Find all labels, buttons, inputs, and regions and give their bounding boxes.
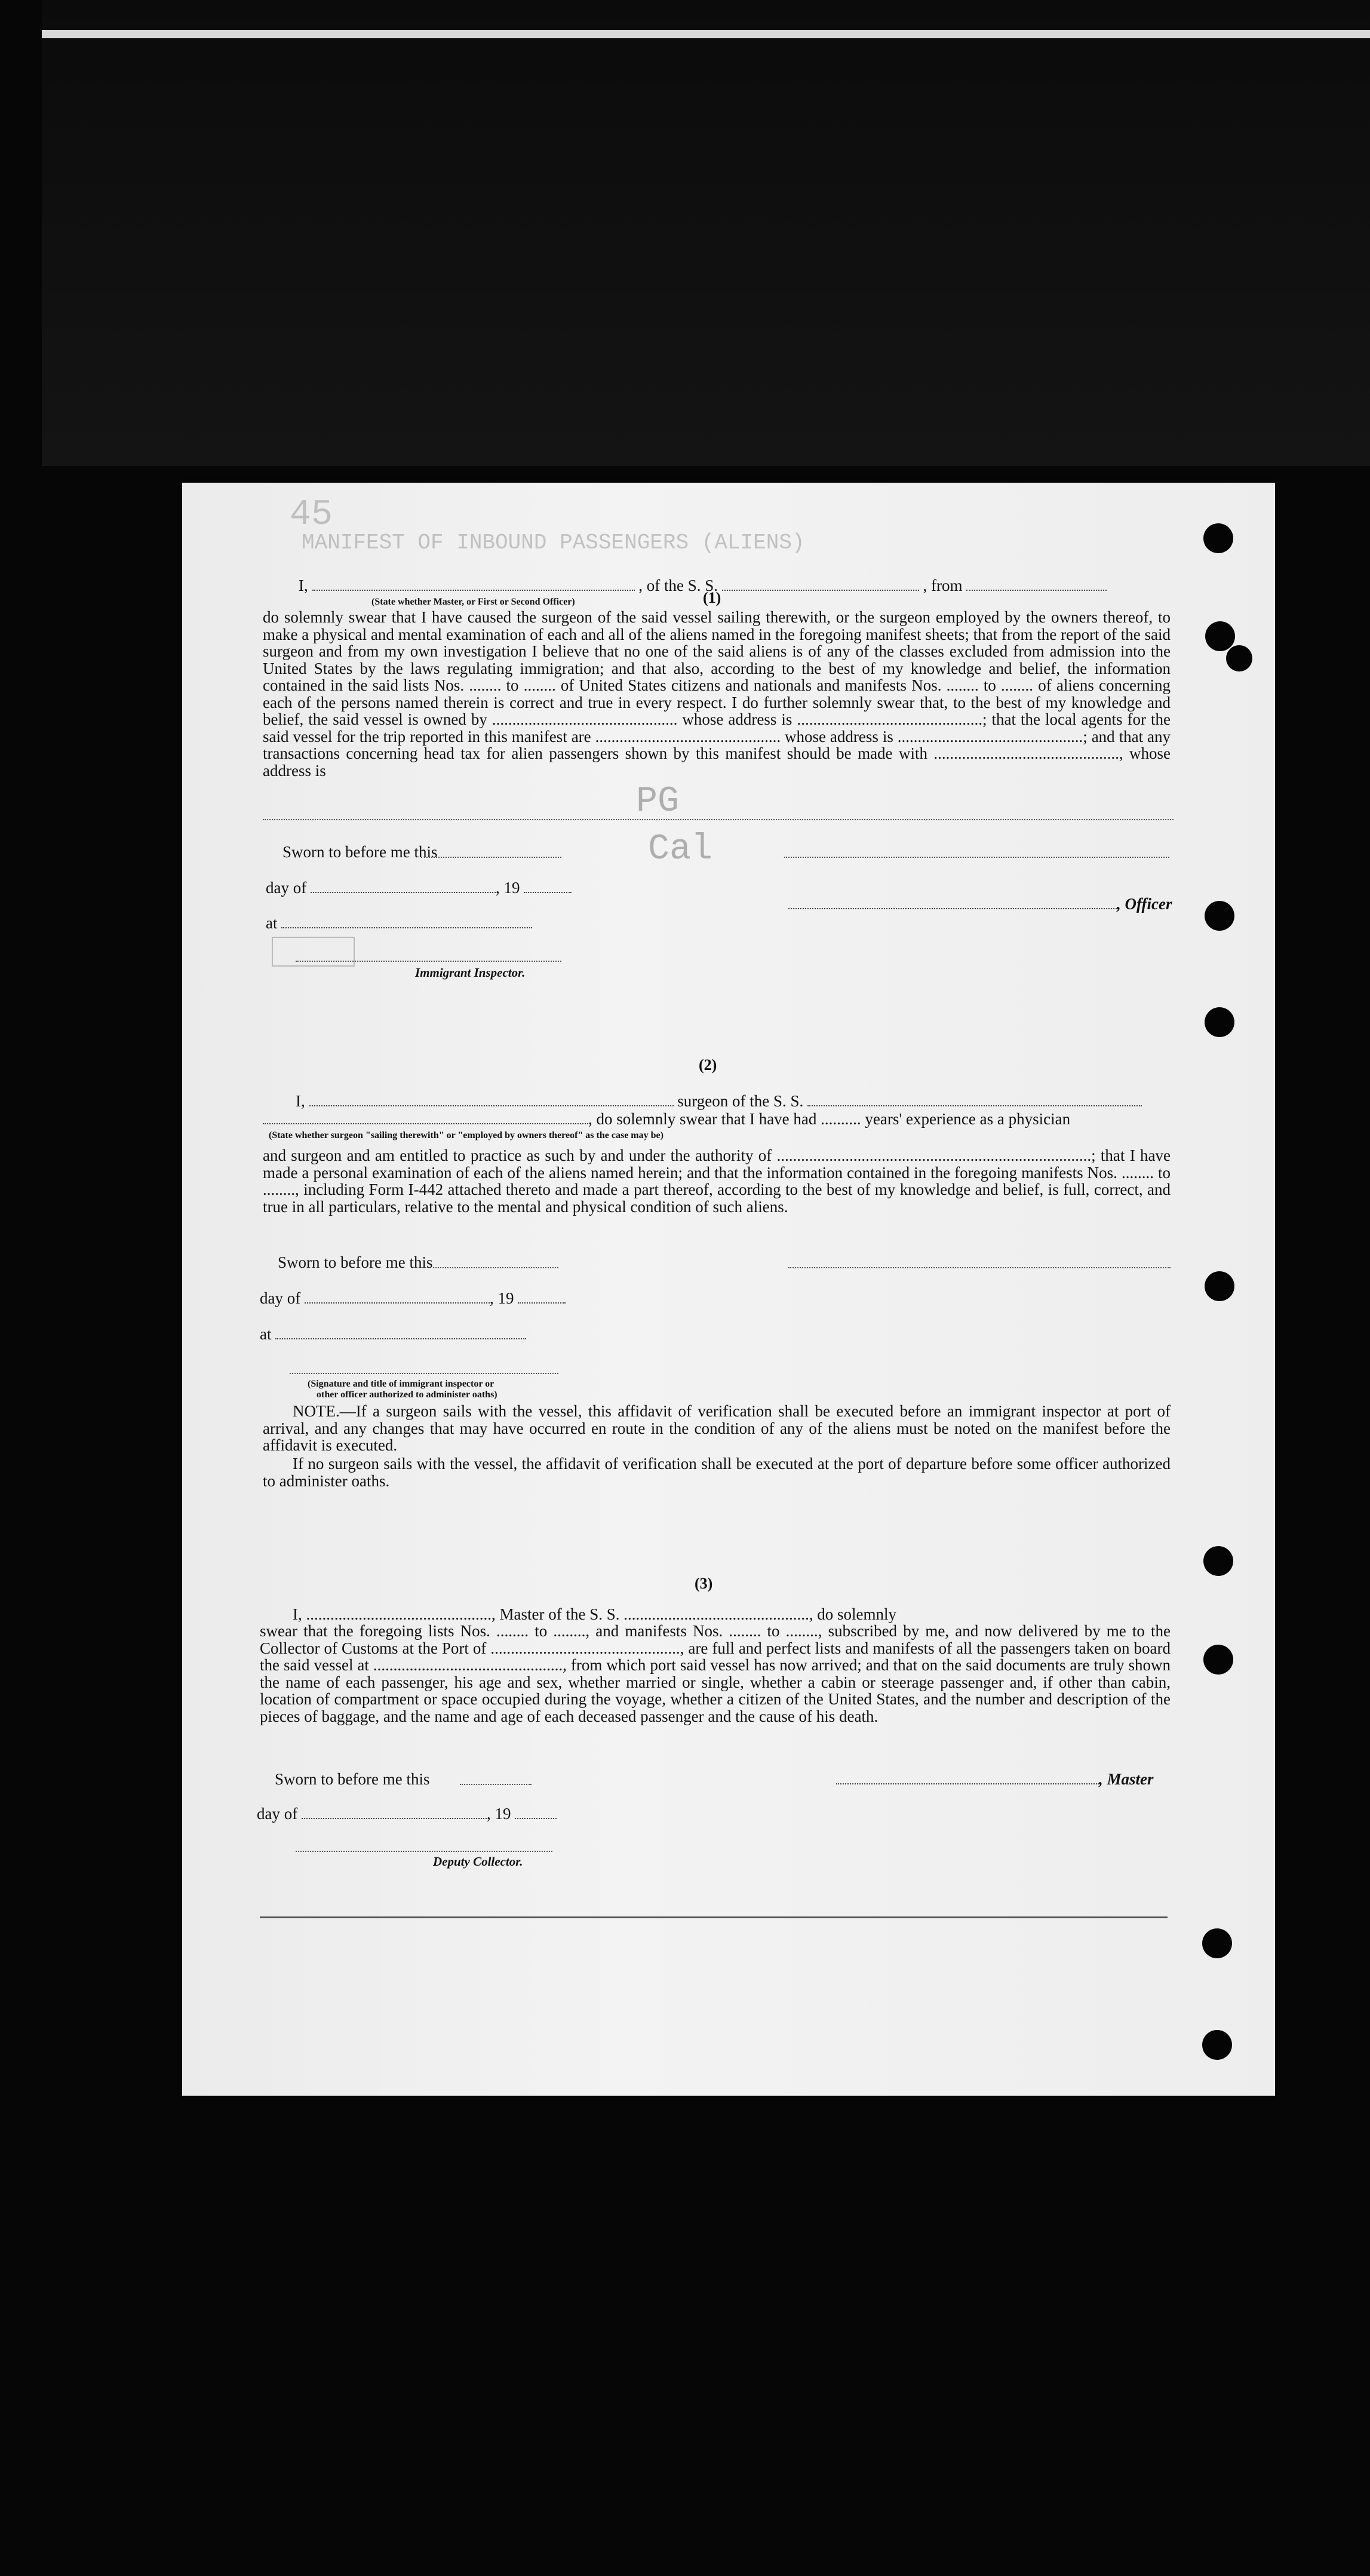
of-ss-label: , of the S. S. [638,576,718,594]
section-2-status-note: (State whether surgeon "sailing therewith" or "employed by owners thereof" as the case may be) [269,1130,664,1140]
section-1-number: (1) [703,589,721,606]
officer-signature-blank [788,897,1117,909]
sworn-date-blank [460,1784,532,1785]
month-blank [311,881,496,893]
officer-label: , Officer [1117,895,1172,913]
master-line [836,1770,1154,1789]
master-label: , Master [1099,1770,1154,1788]
immigrant-inspector-label: Immigrant Inspector. [415,965,526,980]
year-blank [518,1292,566,1304]
sworn-date-blank [433,1267,558,1268]
punch-hole [1205,621,1235,651]
section-1-first-line [299,576,1347,595]
year-label: , 19 [486,1805,511,1823]
day-of-label: day of [260,1289,301,1307]
punch-hole [1205,1271,1234,1301]
bleed-through-stamp [272,937,355,967]
section-1-oath-paragraph: do solemnly swear that I have caused the surgeon of the said vessel sailing therewith, or the surgeon employed by the owners thereof, to make a physical and mental examination of each and all of the aliens named in the foregoing manifest sheets; that from the report of the said surgeon and from my own investigation I believe that no one of the said aliens is of any of the classes excluded from admission into the United States by the laws regulating immigration; and that also, according to the best of my knowledge and belief, the information contained in the said lists Nos. ........ to ........ of United States citizens and nationals and manifests Nos. ........ to ........ of aliens concerning each of the persons named therein is correct and true in every respect. I do further solemnly swear that, to the best of my knowledge and belief, the said vessel is owned by .............................................. whose address is ..............................................; that the local agents for the said vessel for the trip reported in this manifest are .............................................. whose address is ..............................................; and that any transactions concerning head tax for alien passengers shown by this manifest should be made with .............................................., whose address is [263,608,1171,780]
section-3-day-of [257,1805,557,1823]
surgeon-note-paragraph: NOTE.—If a surgeon sails with the vessel, this affidavit of verification shall be executed before an immigrant inspector at port of arrival, and any changes that may have occurred en route in the condition of any of the aliens must be noted on the manifest before the affidavit is executed. [263,1402,1171,1454]
vessel-name-blank [807,1094,1142,1106]
section-1-day-of [266,879,572,897]
officer-line [788,895,1172,913]
bleed-through-header: MANIFEST OF INBOUND PASSENGERS (ALIENS) [302,530,805,555]
punch-hole [1203,523,1233,553]
no-surgeon-note-paragraph: If no surgeon sails with the vessel, the affidavit of verification shall be executed at the port of departure before some officer authorized to administer oaths. [263,1455,1171,1490]
section-1-right-line [784,857,1169,858]
bleed-through-mark: Cal [648,829,713,870]
section-2-sworn: Sworn to before me this [278,1253,433,1271]
section-2-second-line [263,1110,1070,1128]
section-1-at [266,914,532,933]
sworn-date-blank [421,857,561,858]
punch-hole [1226,645,1252,671]
surgeon-name-blank [309,1094,674,1106]
bleed-through-mark: PG [636,781,680,822]
section-1-sworn: Sworn to before me this [282,843,438,861]
at-place-blank [281,916,532,928]
section-2-oath-paragraph: and surgeon and am entitled to practice as such by and under the authority of ..............................................................................; that I have made a personal examination of each of the aliens named herein; and that the information contained in the foregoing manifests Nos. ........ to ........, including Form I-442 attached thereto and made a part thereof, according to the best of my knowledge and belief, is full, correct, and true in all particulars, relative to the mental and physical condition of such aliens. [263,1146,1171,1216]
deputy-collector-label: Deputy Collector. [433,1854,523,1869]
month-blank [302,1807,487,1819]
day-of-label: day of [257,1805,298,1823]
section-1-extra-line [263,819,1174,820]
section-3-number: (3) [695,1575,713,1592]
master-name-blank [312,579,635,591]
punch-hole [1202,2030,1232,2060]
bottom-rule [260,1916,1168,1918]
master-signature-blank [836,1772,1099,1784]
year-label: , 19 [489,1289,514,1307]
i-label: I, [299,576,308,594]
signature-note-1: (Signature and title of immigrant inspector or [308,1379,494,1389]
bleed-through-page-number: 45 [290,495,333,535]
section-2-right-line [788,1267,1171,1268]
vessel-name-blank [722,579,919,591]
year-blank [515,1807,557,1819]
punch-hole [1202,1928,1232,1958]
from-label: , from [923,576,963,594]
month-blank [305,1292,490,1304]
at-label: at [260,1325,272,1343]
section-2-number: (2) [699,1056,717,1074]
punch-hole [1205,901,1234,931]
inspector-signature-line [296,961,561,962]
from-port-blank [966,579,1107,591]
section-2-day-of [260,1289,566,1308]
year-blank [524,881,572,893]
section-3-first-line: I, .............................................., Master of the S. S. .............................................., do solemnly [293,1606,896,1623]
punch-hole [1205,1007,1234,1037]
experience-text: , do solemnly swear that I have had .......... years' experience as a physician [588,1110,1071,1128]
section-3-sworn: Sworn to before me this [275,1770,430,1788]
document-page [182,483,1275,2096]
scanner-background [42,0,1370,466]
year-label: , 19 [495,879,520,897]
day-of-label: day of [266,879,307,897]
at-place-blank [275,1327,526,1339]
punch-hole [1203,1546,1233,1576]
deputy-collector-signature-line [296,1851,552,1852]
inspector-signature-line [290,1373,558,1374]
signature-note-2: other officer authorized to administer oaths) [317,1390,497,1400]
surgeon-status-blank [263,1112,588,1124]
at-label: at [266,914,278,932]
section-2-at [260,1325,526,1344]
i-label: I, [296,1092,305,1110]
section-1-rank-note: (State whether Master, or First or Second Officer) [371,597,575,607]
scanner-edge-line [42,30,1370,38]
section-2-first-line [296,1092,1142,1111]
punch-hole [1203,1645,1233,1675]
section-3-oath-paragraph: swear that the foregoing lists Nos. ........ to ........, and manifests Nos. ........ to ........, subscribed by me, and now delivered by me to the Collector of Customs at the Port of ..............................................., are full and perfect lists and manifests of all the passengers taken on board the said vessel at ..............................................., from which port said vessel has now arrived; and that on the said documents are truly shown the name of each passenger, his age and sex, whether married or single, whether a cabin or steerage passenger and, if other than cabin, location of compartment or space occupied during the voyage, whether a citizen of the United States, and the number and description of the pieces of baggage, and the name and age of each deceased passenger and the cause of his death. [260,1622,1171,1725]
surgeon-of-label: surgeon of the S. S. [677,1092,804,1110]
